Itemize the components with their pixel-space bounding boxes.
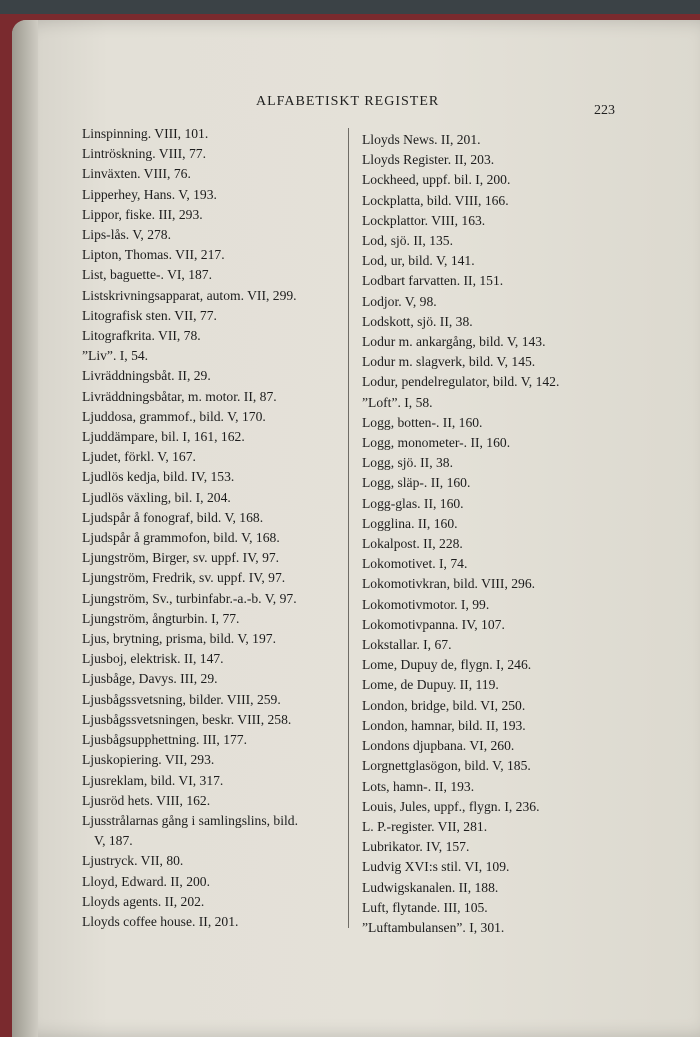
index-entry: Lips-lås. V, 278. [82, 227, 171, 243]
index-entry: Lodur m. ankargång, bild. V, 143. [362, 334, 546, 350]
index-entry: Lokalpost. II, 228. [362, 536, 463, 552]
index-entry: Lokomotivmotor. I, 99. [362, 596, 490, 612]
index-entry: ”Liv”. I, 54. [82, 348, 149, 364]
index-entry: Ljusbågssvetsningen, beskr. VIII, 258. [82, 711, 292, 727]
index-entry: Lloyds coffee house. II, 201. [82, 913, 239, 929]
index-entry: Lome, Dupuy de, flygn. I, 246. [362, 657, 532, 673]
index-entry: Ludwigskanalen. II, 188. [362, 879, 499, 895]
index-entry: Lippor, fiske. III, 293. [82, 206, 203, 222]
index-entry: London, hamnar, bild. II, 193. [362, 717, 526, 733]
index-entry: ”Loft”. I, 58. [362, 394, 433, 410]
index-entry: Lubrikator. IV, 157. [362, 839, 470, 855]
index-entry: Lokomotivpanna. IV, 107. [362, 616, 505, 632]
index-entry: Ljusreklam, bild. VI, 317. [82, 772, 224, 788]
index-entry: ”Luftambulansen”. I, 301. [362, 919, 505, 935]
index-entry: Ljungström, ångturbin. I, 77. [82, 610, 240, 626]
index-entry: Litografkrita. VII, 78. [82, 328, 201, 344]
index-entry: Lloyds News. II, 201. [362, 132, 481, 147]
index-entry-wrapped [82, 811, 348, 851]
index-entry: Ljusbågsupphettning. III, 177. [82, 732, 247, 748]
index-entry: Ljudspår å grammofon, bild. V, 168. [82, 530, 280, 546]
index-entry: Logg, sjö. II, 38. [362, 455, 453, 471]
index-column-right [362, 130, 612, 938]
index-entry: Lome, de Dupuy. II, 119. [362, 677, 499, 693]
index-entry: Lloyd, Edward. II, 200. [82, 873, 210, 889]
index-column-left [82, 124, 348, 932]
index-entry: Louis, Jules, uppf., flygn. I, 236. [362, 798, 540, 814]
index-entry: Lintröskning. VIII, 77. [82, 146, 206, 162]
index-entry: Logglina. II, 160. [362, 515, 458, 531]
index-entry: Ljusboj, elektrisk. II, 147. [82, 651, 224, 667]
index-entry: Ljungström, Fredrik, sv. uppf. IV, 97. [82, 570, 286, 586]
index-entry: Lokomotivkran, bild. VIII, 296. [362, 576, 536, 592]
index-entry: Lod, sjö. II, 135. [362, 233, 453, 249]
index-entry: Lockplattor. VIII, 163. [362, 212, 486, 228]
index-entry-continuation: V, 187. [94, 833, 133, 849]
index-entry: Ljusbåge, Davys. III, 29. [82, 671, 218, 687]
column-divider [348, 128, 349, 928]
index-entry-line: Ljusstrålarnas gång i samlingslins, bild. [82, 812, 298, 828]
page-number: 223 [594, 103, 615, 118]
index-entry: Lodur, pendelregulator, bild. V, 142. [362, 374, 560, 390]
index-entry: Lodbart farvatten. II, 151. [362, 273, 504, 289]
index-entry: Ljudlös kedja, bild. IV, 153. [82, 469, 235, 485]
index-entry: Ljudlös växling, bil. I, 204. [82, 489, 231, 505]
index-entry: Ljungström, Birger, sv. uppf. IV, 97. [82, 550, 280, 566]
index-entry: Ljuddosa, grammof., bild. V, 170. [82, 408, 266, 424]
index-entry: Ljusröd hets. VIII, 162. [82, 792, 211, 808]
index-entry: Lloyds Register. II, 203. [362, 152, 495, 168]
index-entry: Ljusbågssvetsning, bilder. VIII, 259. [82, 691, 281, 707]
index-entry: Lorgnettglasögon, bild. V, 185. [362, 758, 531, 774]
index-entry: Lodur m. slagverk, bild. V, 145. [362, 354, 536, 370]
index-entry: Litografisk sten. VII, 77. [82, 307, 217, 323]
index-entry: Lodjor. V, 98. [362, 293, 437, 309]
index-entry: Lipton, Thomas. VII, 217. [82, 247, 225, 263]
index-entry: Logg, monometer-. II, 160. [362, 435, 511, 451]
index-entry: Ludvig XVI:s stil. VI, 109. [362, 859, 510, 875]
index-entry: Lockplatta, bild. VIII, 166. [362, 192, 509, 208]
page-title: ALFABETISKT REGISTER [256, 94, 440, 109]
index-entry: L. P.-register. VII, 281. [362, 818, 488, 834]
index-entry: List, baguette-. VI, 187. [82, 267, 212, 283]
index-entry: Lockheed, uppf. bil. I, 200. [362, 172, 511, 188]
index-entry: Londons djupbana. VI, 260. [362, 738, 515, 754]
index-entry: Linväxten. VIII, 76. [82, 166, 191, 182]
index-entry: Livräddningsbåtar, m. motor. II, 87. [82, 388, 277, 404]
index-entry: Lipperhey, Hans. V, 193. [82, 186, 217, 202]
index-entry: Logg-glas. II, 160. [362, 495, 464, 511]
index-entry: Lod, ur, bild. V, 141. [362, 253, 475, 269]
index-entry: London, bridge, bild. VI, 250. [362, 697, 526, 713]
index-entry: Ljungström, Sv., turbinfabr.-a.-b. V, 97. [82, 590, 297, 606]
index-entry: Logg, botten-. II, 160. [362, 414, 483, 430]
index-entry: Ljudspår å fonograf, bild. V, 168. [82, 509, 264, 525]
index-entry: Ljustryck. VII, 80. [82, 853, 184, 869]
index-entry: Lloyds agents. II, 202. [82, 893, 205, 909]
index-entry: Livräddningsbåt. II, 29. [82, 368, 211, 384]
index-entry: Linspinning. VIII, 101. [82, 126, 209, 141]
index-entry: Lodskott, sjö. II, 38. [362, 313, 473, 329]
index-entry: Lokomotivet. I, 74. [362, 556, 468, 572]
index-entry: Ljuddämpare, bil. I, 161, 162. [82, 429, 245, 445]
index-entry: Ljus, brytning, prisma, bild. V, 197. [82, 631, 276, 647]
index-entry: Logg, släp-. II, 160. [362, 475, 471, 491]
page-gutter-shadow [12, 20, 38, 1037]
index-entry: Listskrivningsapparat, autom. VII, 299. [82, 287, 297, 303]
index-entry: Lokstallar. I, 67. [362, 637, 452, 653]
index-entry: Ljudet, förkl. V, 167. [82, 449, 196, 465]
index-entry: Ljuskopiering. VII, 293. [82, 752, 215, 768]
index-entry: Lots, hamn-. II, 193. [362, 778, 475, 794]
index-entry: Luft, flytande. III, 105. [362, 899, 488, 915]
